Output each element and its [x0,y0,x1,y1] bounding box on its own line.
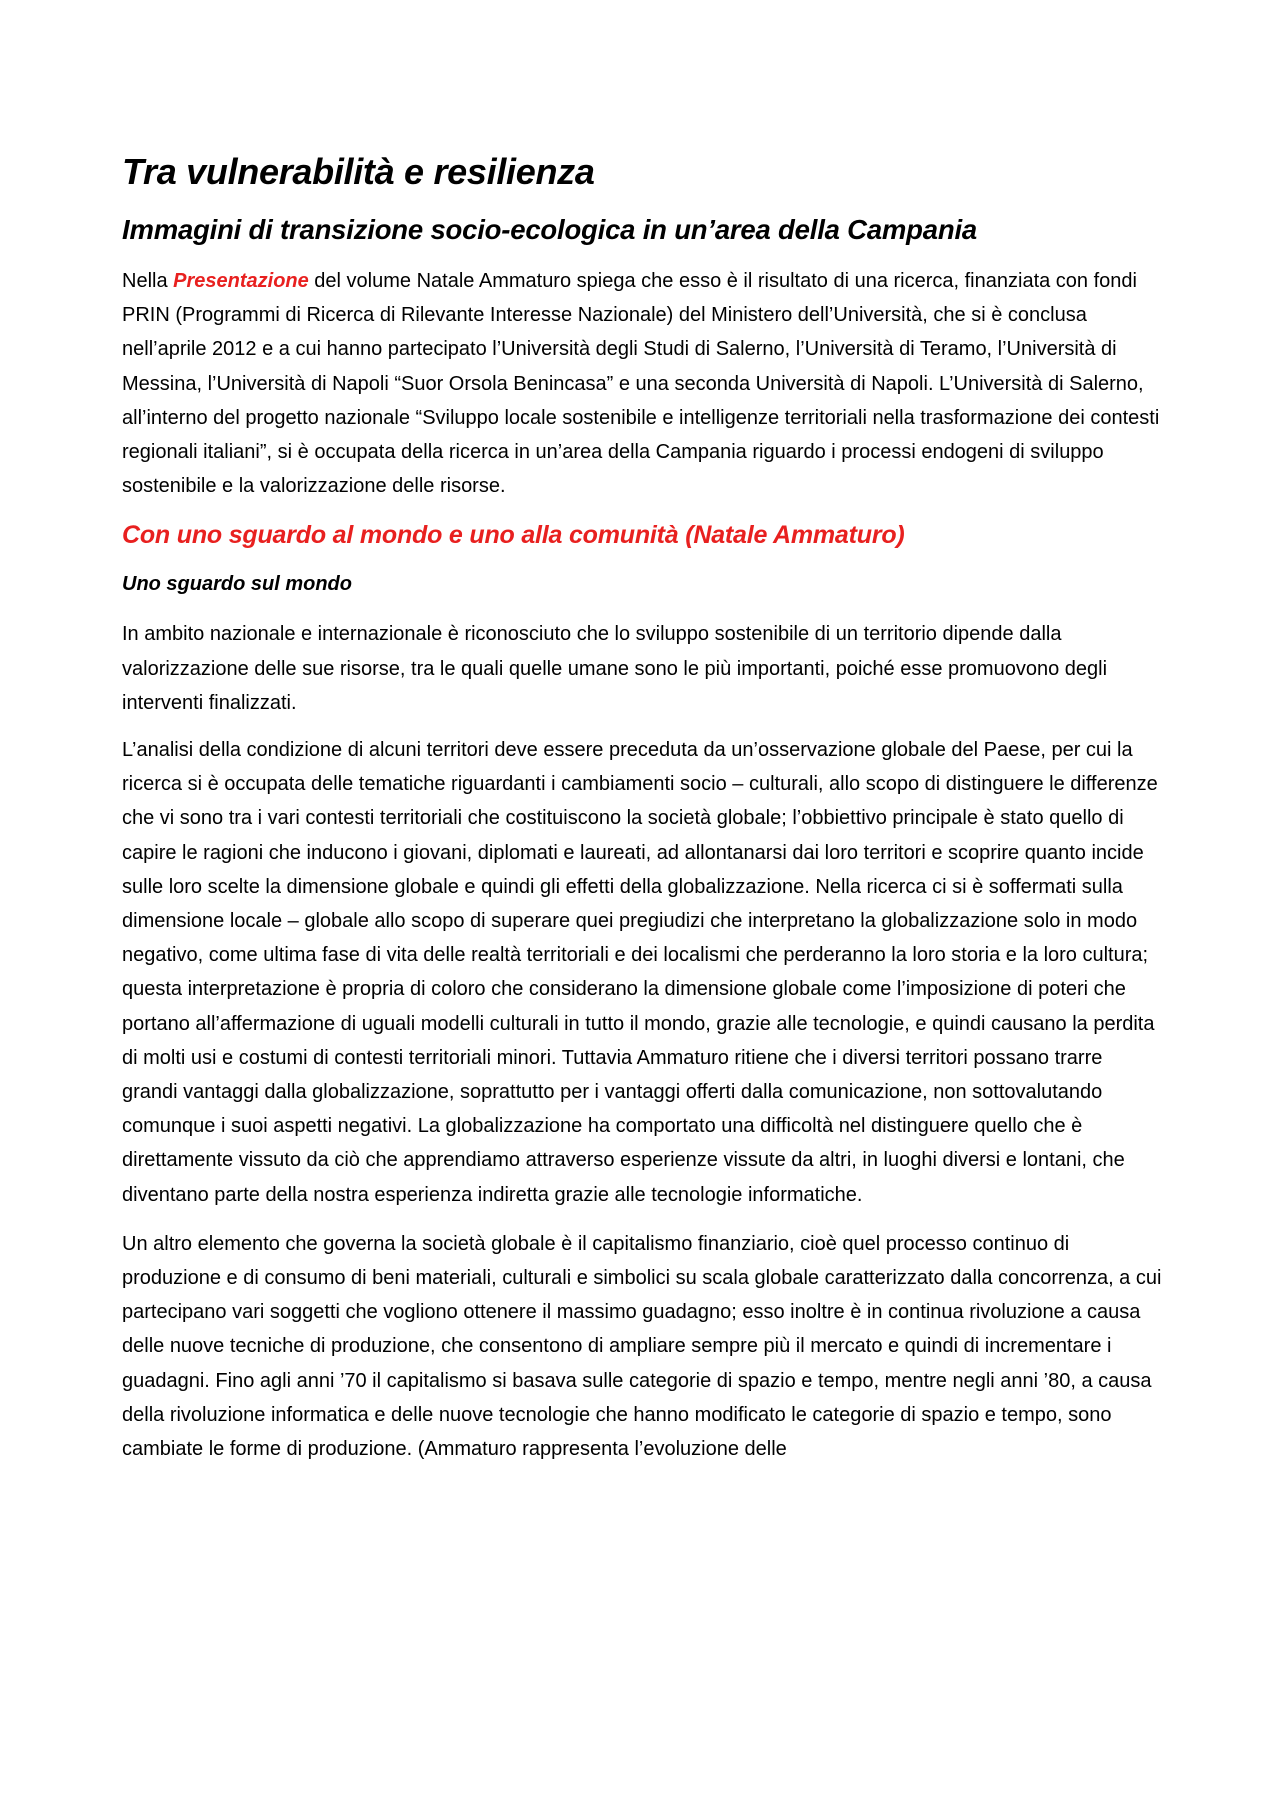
body-paragraph-2: L’analisi della condizione di alcuni territori deve essere preceduta da un’osservazione globale del Paese, per cui la ricerca si è occupata delle tematiche riguardanti i cambiamenti socio – culturali, allo scopo di distinguere le differenze che vi sono tra i vari contesti territoriali che costituiscono la società globale; l’obbiettivo principale è stato quello di capire le ragioni che inducono i giovani, diplomati e laureati, ad allontanarsi dai loro territori e scoprire quanto incide sulle loro scelte la dimensione globale e quindi gli effetti della globalizzazione. Nella ricerca ci si è soffermati sulla dimensione locale – globale allo scopo di superare quei pregiudizi che interpretano la globalizzazione solo in modo negativo, come ultima fase di vita delle realtà territoriali e dei localismi che perderanno la loro storia e la loro cultura; questa interpretazione è propria di coloro che considerano la dimensione globale come l’imposizione di poteri che portano all’affermazione di uguali modelli culturali in tutto il mondo, grazie alle tecnologie, e quindi causano la perdita di molti usi e costumi di contesti territoriali minori. Tuttavia Ammaturo ritiene che i diversi territori possano trarre grandi vantaggi dalla globalizzazione, soprattutto per i vantaggi offerti dalla comunicazione, non sottovalutando comunque i suoi aspetti negativi. La globalizzazione ha comportato una difficoltà nel distinguere quello che è direttamente vissuto da ciò che apprendiamo attraverso esperienze vissute da altri, in luoghi diversi e lontani, che diventano parte della nostra esperienza indiretta grazie alle tecnologie informatiche. [122,739,1158,1206]
presentation-highlight: Presentazione [173,270,309,292]
document-page [122,150,1162,1466]
intro-paragraph [122,264,1162,503]
body-paragraph-1: In ambito nazionale e internazionale è riconosciuto che lo sviluppo sostenibile di un territorio dipende dalla valorizzazione delle sue risorse, tra le quali quelle umane sono le più importanti, poiché esse promuovono degli interventi finalizzati. [122,623,1108,714]
document-title: Tra vulnerabilità e resilienza [122,151,595,192]
intro-text-rest: del volume Natale Ammaturo spiega che esso è il risultato di una ricerca, finanziata con fondi PRIN (Programmi di Ricerca di Rilevante Interesse Nazionale) del Ministero dell’Università, che si è conclusa nell’aprile 2012 e a cui hanno partecipato l’Università degli Studi di Salerno, l’Università di Teramo, l’Università di Messina, l’Università di Napoli “Suor Orsola Benincasa” e una seconda Università di Napoli. L’Università di Salerno, all’interno del progetto nazionale “Sviluppo locale sostenibile e intelligenze territoriali nella trasformazione dei contesti regionali italiani”, si è occupata della ricerca in un’area della Campania riguardo i processi endogeni di sviluppo sostenibile e la valorizzazione delle risorse. [122,270,1160,498]
body-paragraph-3: Un altro elemento che governa la società globale è il capitalismo finanziario, cioè quel processo continuo di produzione e di consumo di beni materiali, culturali e simbolici su scala globale caratterizzato dalla concorrenza, a cui partecipano vari soggetti che vogliono ottenere il massimo guadagno; esso inoltre è in continua rivoluzione a causa delle nuove tecniche di produzione, che consentono di ampliare sempre più il mercato e quindi di incrementare i guadagni. Fino agli anni ’70 il capitalismo si basava sulle categorie di spazio e tempo, mentre negli anni ’80, a causa della rivoluzione informatica e delle nuove tecnologie che hanno modificato le categorie di spazio e tempo, sono cambiate le forme di produzione. (Ammaturo rappresenta l’evoluzione delle [122,1232,1162,1461]
intro-text-start: Nella [122,270,174,292]
subsection-heading: Uno sguardo sul mondo [122,573,352,596]
section-heading: Con uno sguardo al mondo e uno alla comunità (Natale Ammaturo) [122,521,905,550]
document-subtitle: Immagini di transizione socio-ecologica in un’area della Campania [122,214,977,245]
